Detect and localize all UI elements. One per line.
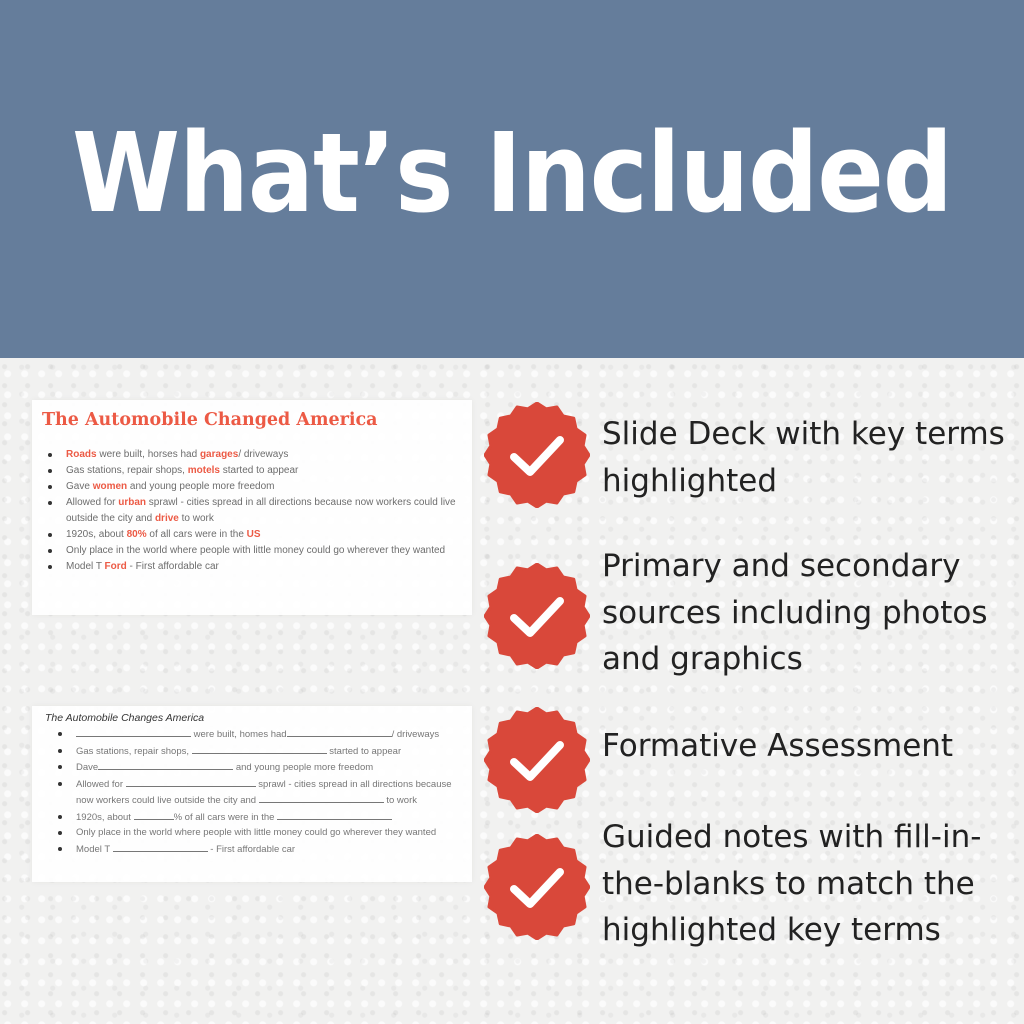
slide-deck-preview [32, 400, 472, 615]
notes-item [56, 743, 466, 760]
check-badge-icon [484, 563, 590, 669]
header-banner [0, 0, 1024, 358]
notes-item [56, 759, 466, 776]
slide-item [46, 543, 466, 559]
guided-notes-preview [32, 706, 472, 882]
bullet-text: Gas stations, repair shops, [66, 465, 188, 476]
bullet-text: to work [383, 795, 417, 806]
bullet-text: Gas stations, repair shops, [76, 745, 192, 757]
notes-item [56, 825, 466, 841]
bullet-text: were built, homes had [191, 729, 287, 740]
key-term-highlight: garages [199, 449, 239, 460]
bullet-text: 1920s, about [76, 811, 134, 823]
check-badge-svg [484, 402, 590, 508]
fill-in-blank [192, 743, 327, 754]
check-badge-svg [484, 563, 590, 669]
key-term-highlight: Ford [104, 561, 127, 572]
check-badge-icon [484, 834, 590, 940]
check-badge-svg [484, 707, 590, 813]
fill-in-blank [76, 726, 191, 737]
notes-title: The Automobile Changes America [45, 712, 205, 724]
bullet-text: of all cars were in the [146, 529, 247, 540]
bullet-text: sprawl - cities spread in all directions because now workers could live outside the city and [76, 778, 452, 806]
key-term-highlight: Roads [66, 449, 97, 460]
key-term-highlight: drive [154, 513, 179, 524]
bullet-text: sprawl - cities spread in all directions because now workers could live outside the city and [66, 497, 456, 524]
bullet-text: and young people more freedom [233, 762, 374, 773]
bullet-text: to work [178, 513, 214, 524]
fill-in-blank [277, 809, 392, 820]
bullet-text: and young people more freedom [127, 481, 275, 492]
notes-item [56, 841, 466, 858]
slide-title: The Automobile Changed America [42, 410, 378, 430]
bullet-text: / driveways [391, 729, 440, 740]
check-badge-icon [484, 402, 590, 508]
bullet-text: Allowed for [66, 497, 119, 508]
fill-in-blank [287, 726, 392, 737]
bullet-text: / driveways [238, 449, 289, 460]
notes-item [56, 726, 466, 743]
bullet-text: were built, horses had [96, 449, 200, 460]
notes-item [56, 809, 466, 826]
slide-item [46, 527, 466, 543]
fill-in-blank [98, 759, 233, 770]
slide-item [46, 559, 466, 575]
fill-in-blank [126, 776, 256, 787]
fill-in-blank [134, 809, 174, 820]
key-term-highlight: urban [118, 497, 147, 508]
bullet-text: started to appear [326, 745, 402, 757]
key-term-highlight: 80% [126, 529, 147, 540]
slide-bullet-list [46, 447, 466, 575]
slide-item [46, 479, 466, 495]
notes-bullet-list [56, 726, 466, 857]
fill-in-blank [113, 841, 208, 852]
bullet-text: Allowed for [76, 778, 126, 790]
bullet-text: 1920s, about [66, 529, 127, 540]
page-title: What’s Included [72, 110, 952, 238]
feature-guided-notes: Guided notes with fill-in-the-blanks to match the highlighted key terms [602, 819, 982, 948]
bullet-text: Dave [76, 762, 99, 773]
feature-sources: Primary and secondary sources including photos and graphics [602, 548, 988, 677]
key-term-highlight: US [246, 529, 261, 540]
bullet-text: % of all cars were in the [173, 811, 278, 823]
bullet-text: Only place in the world where people with little money could go wherever they wanted [76, 827, 437, 838]
feature-formative-assessment: Formative Assessment [602, 728, 954, 764]
slide-item [46, 463, 466, 479]
notes-item [56, 776, 466, 809]
slide-item [46, 447, 466, 463]
check-badge-icon [484, 707, 590, 813]
bullet-text: - First affordable car [126, 561, 219, 572]
feature-slide-deck: Slide Deck with key terms highlighted [602, 416, 1005, 499]
bullet-text: Model T [76, 843, 113, 855]
bullet-text: Gave [66, 481, 93, 492]
key-term-highlight: motels [187, 465, 220, 476]
slide-item [46, 495, 466, 527]
check-badge-svg [484, 834, 590, 940]
fill-in-blank [259, 792, 384, 803]
bullet-text: Only place in the world where people with little money could go wherever they wanted [66, 545, 446, 556]
bullet-text: - First affordable car [207, 843, 296, 855]
bullet-text: started to appear [219, 465, 299, 476]
key-term-highlight: women [92, 481, 128, 492]
bullet-text: Model T [66, 561, 105, 572]
